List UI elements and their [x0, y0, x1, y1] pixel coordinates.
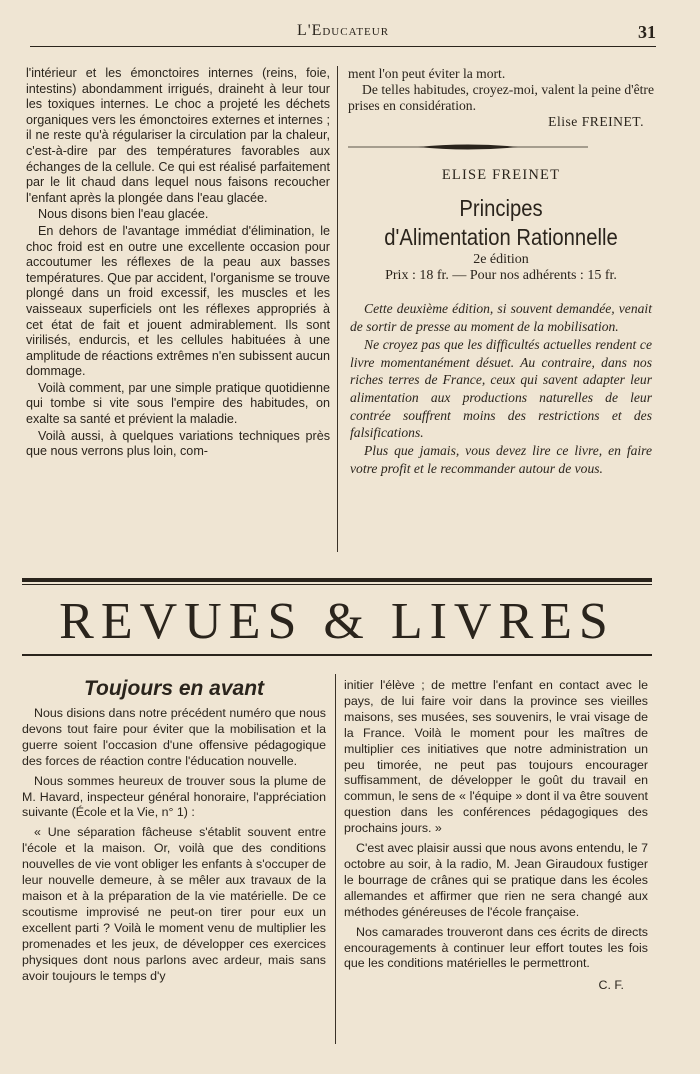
top-left-column: [26, 66, 330, 460]
paragraph: C'est avec plaisir aussi que nous avons entendu, le 7 octobre au soir, à la radio, M. Jean Giraudoux fustiger le bourrage de crânes qui se pratique dans les écoles allemandes et affirmer que rien ne sera changé aux méthodes généreuses de l'école française.: [344, 841, 648, 919]
section-rule-thin: [22, 584, 652, 585]
page-number: 31: [638, 22, 656, 42]
paragraph: « Une séparation fâcheuse s'établit souvent entre l'école et la maison. Or, voilà que des conditions nouvelles de vie vont obliger les enfants à s'occuper de leur nouvelle demeure, à se mêler aux travaux de la maison et à la préparation de la vie matérielle. De ce scoutisme improvisé ne peut-on tirer pour eux un excellent parti ? Voilà le moment venu de multiplier les promenades et les jeux, de développer ces exercices physiques dont nous parlons avec ardeur, mais sans avoir toujours le temps d'y: [22, 825, 326, 983]
column-divider: [335, 674, 336, 1044]
paragraph: De telles habitudes, croyez-moi, valent la peine d'être prises en considération.: [348, 81, 654, 113]
article-title: Toujours en avant: [83, 677, 265, 700]
article-right-column: [344, 678, 648, 994]
article-signature: C. F.: [598, 978, 624, 993]
paragraph: Nous sommes heureux de trouver sous la plume de M. Havard, inspecteur général honoraire, l'appréciation suivante (École et la Vie, n° 1) :: [22, 773, 326, 820]
book-advertisement: [348, 167, 654, 477]
ad-edition: 2e édition: [473, 252, 529, 268]
running-header: [30, 20, 656, 47]
ornament-divider-icon: [348, 140, 588, 154]
paragraph: Cette deuxième édition, si souvent demandée, venait de sortir de presse au moment de la mobilisation.: [350, 301, 652, 335]
article-left-column: [22, 676, 326, 984]
article-end: [348, 66, 654, 113]
paragraph: Voilà aussi, à quelques variations techniques près que nous verrons plus loin, com-: [26, 428, 330, 459]
ad-body: [348, 300, 654, 477]
ad-title-line: d'Alimentation Rationnelle: [384, 224, 618, 251]
paragraph: Voilà comment, par une simple pratique quotidienne qui tombe si vite sous l'empire des habitudes, on exalte sa santé et prévient la maladie.: [26, 380, 330, 427]
section-title: REVUES & LIVRES: [59, 593, 615, 650]
paragraph: Plus que jamais, vous devez lire ce livre, en faire votre profit et le recommander autour de vous.: [350, 443, 652, 476]
paragraph: initier l'élève ; de mettre l'enfant en contact avec le pays, de lui faire voir dans la province ses vieilles maisons, ses musées, ses souvenirs, le vrai visage de la France. Voilà le moment pour les maîtres de multiplier ces initiatives que notre administration un peu timorée, ne peut pas toujours encourager suffisamment, de développer le goût du travail en commun, le sens de « l'équipe » dont il va être souvent question dans les conférences pédagogiques des prochains jours. »: [344, 678, 648, 836]
column-divider: [337, 66, 338, 552]
paragraph: ment l'on peut éviter la mort.: [348, 66, 506, 81]
journal-title: L'Educateur: [296, 22, 390, 39]
paragraph: En dehors de l'avantage immédiat d'élimination, le choc froid est en outre une excellente occasion pour accoutumer les réflexes de la peau aux basses températures. Que par accident, l'organisme se trouve plongé dans un froid excessif, les muscles et les vaisseaux superficiels ont les réflexes appropriés à cet état de fait et jouent admirablement. Ils sont virilisés, endurcis, et les cellules habituées à une amplitude de réactions extrêmes n'en subissent aucun dommage.: [26, 223, 330, 379]
paragraph: Nos camarades trouveront dans ces écrits de directs encouragements à continuer leur effort toutes les fois que les conditions matérielles le permettront.: [344, 924, 648, 971]
paragraph: Ne croyez pas que les difficultés actuelles rendent ce livre momentanément désuet. Au contraire, dans nos riches terres de France, ceux qui savent adapter leur alimentation aux productions naturelles de leur contrée souffrent moins des restrictions et des falsifications.: [350, 336, 652, 441]
ad-title: [366, 194, 635, 252]
top-right-column: [348, 66, 654, 477]
section-rule-heavy: [22, 578, 652, 582]
section-rule-bottom: [22, 654, 652, 656]
paragraph: Nous disons bien l'eau glacée.: [38, 207, 209, 222]
author-signature: Elise FREINET.: [548, 114, 644, 130]
paragraph: l'intérieur et les émonctoires internes (reins, foie, intestins) abondamment irrigués, draineht à leur tour les toxiques internes. Le choc a projeté les déchets organiques vers les émonctoires externes et internes ; il ne reste qu'à régulariser la circulation par la chaleur, c'est-à-dire par des températures favorables aux échanges de la cellule. Ce qui est réalisé parfaitement par le lit chaud dans lequel nous faisons recoucher l'enfant après la plongée dans l'eau glacée.: [26, 66, 330, 205]
ad-price: Prix : 18 fr. — Pour nos adhérents : 15 fr.: [385, 268, 617, 284]
ad-author: ELISE FREINET: [441, 167, 561, 184]
ad-title-line: Principes: [459, 195, 543, 222]
paragraph: Nous disions dans notre précédent numéro que nous devons tout faire pour éviter que la mobilisation et la guerre soient l'occasion d'une offensive pédagogique des forces de réaction contre l'éducation nouvelle.: [22, 706, 326, 768]
